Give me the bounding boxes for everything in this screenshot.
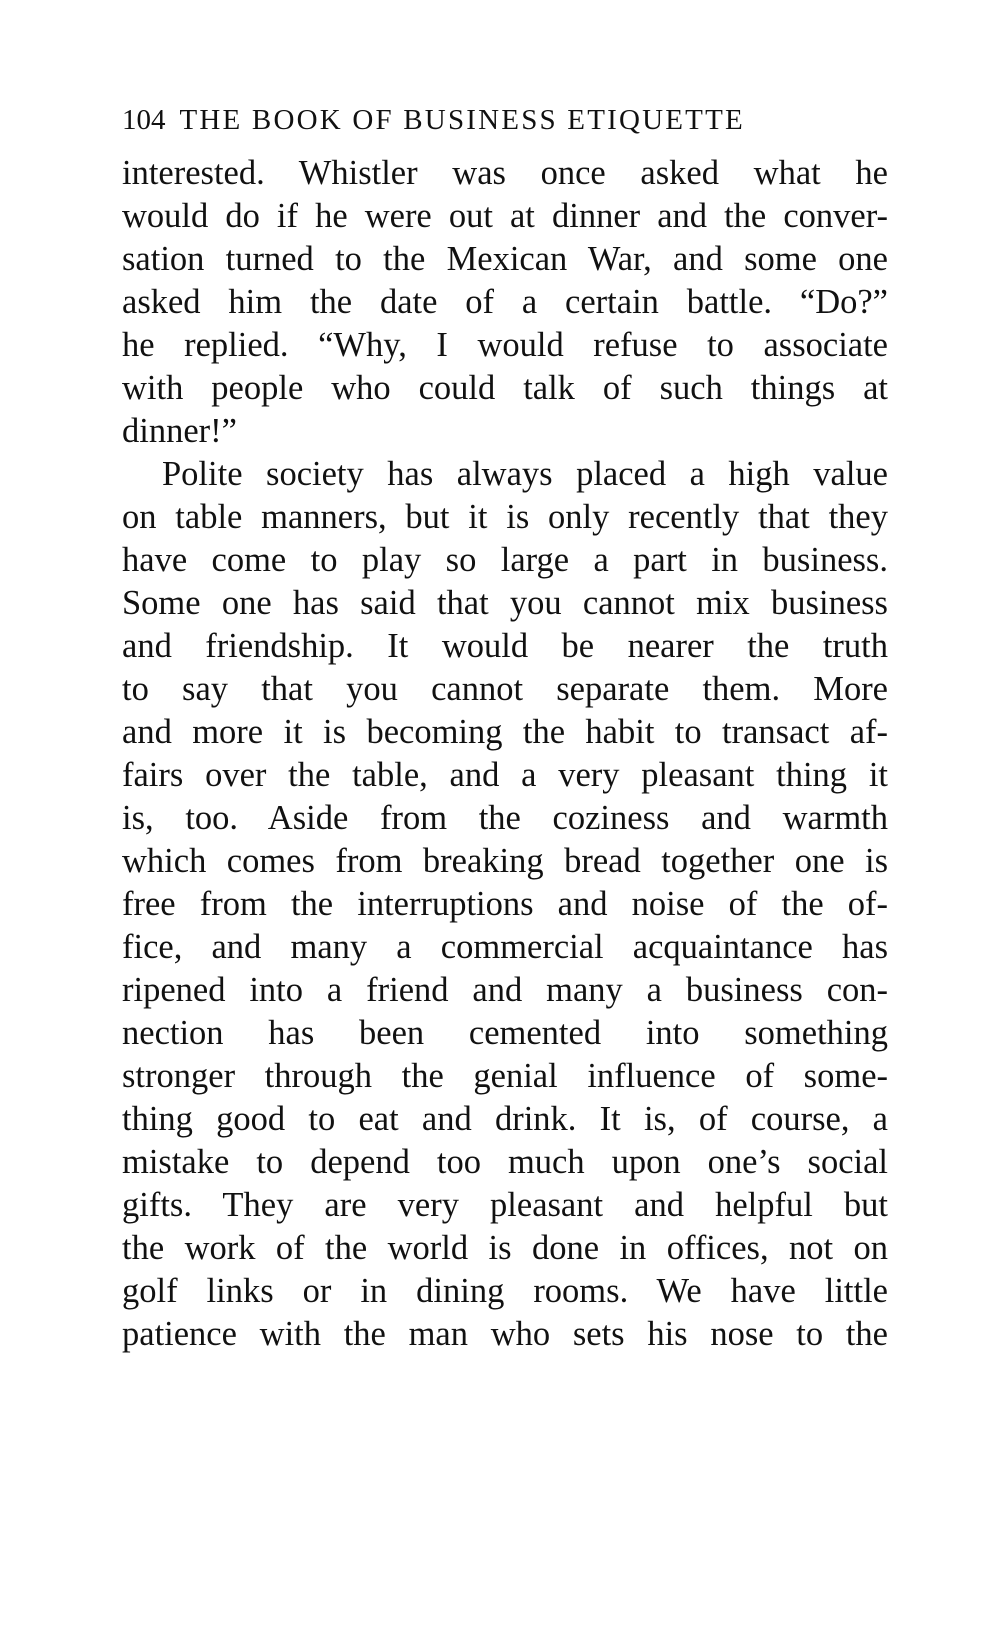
- text-line: thing good to eat and drink. It is, of course, a: [122, 1100, 888, 1138]
- text-line: would do if he were out at dinner and the conver-: [122, 197, 888, 235]
- text-line: with people who could talk of such things at: [122, 369, 888, 407]
- text-line: stronger through the genial influence of some-: [122, 1057, 888, 1095]
- text-line: dinner!”: [122, 412, 237, 450]
- text-line: on table manners, but it is only recently that they: [122, 498, 888, 536]
- text-line: ripened into a friend and many a business con-: [122, 971, 888, 1009]
- text-line: Polite society has always placed a high value: [162, 455, 888, 493]
- text-line: Some one has said that you cannot mix business: [122, 584, 888, 622]
- text-line: nection has been cemented into something: [122, 1014, 888, 1052]
- text-line: have come to play so large a part in business.: [122, 541, 888, 579]
- text-line: to say that you cannot separate them. More: [122, 670, 888, 708]
- paragraph-2: [122, 453, 888, 1356]
- text-line: is, too. Aside from the coziness and warmth: [122, 799, 888, 837]
- running-title: THE BOOK OF BUSINESS ETIQUETTE: [179, 104, 745, 136]
- page-number: 104: [122, 104, 166, 136]
- text-line: mistake to depend too much upon one’s social: [122, 1143, 888, 1181]
- paragraph-1: [122, 152, 888, 453]
- text-line: free from the interruptions and noise of the of-: [122, 885, 888, 923]
- text-line: he replied. “Why, I would refuse to associate: [122, 326, 888, 364]
- text-line: patience with the man who sets his nose to the: [122, 1315, 888, 1353]
- text-line: fice, and many a commercial acquaintance has: [122, 928, 888, 966]
- running-header: [122, 102, 892, 138]
- text-line: sation turned to the Mexican War, and some one: [122, 240, 888, 278]
- text-line: gifts. They are very pleasant and helpful but: [122, 1186, 888, 1224]
- text-line: the work of the world is done in offices, not on: [122, 1229, 888, 1267]
- text-line: fairs over the table, and a very pleasant thing it: [122, 756, 888, 794]
- text-line: and more it is becoming the habit to transact af-: [122, 713, 888, 751]
- text-line: golf links or in dining rooms. We have little: [122, 1272, 888, 1310]
- text-line: interested. Whistler was once asked what he: [122, 154, 888, 192]
- text-line: asked him the date of a certain battle. “Do?”: [122, 283, 888, 321]
- text-line: and friendship. It would be nearer the truth: [122, 627, 888, 665]
- body-text: [122, 152, 888, 1356]
- text-line: which comes from breaking bread together one is: [122, 842, 888, 880]
